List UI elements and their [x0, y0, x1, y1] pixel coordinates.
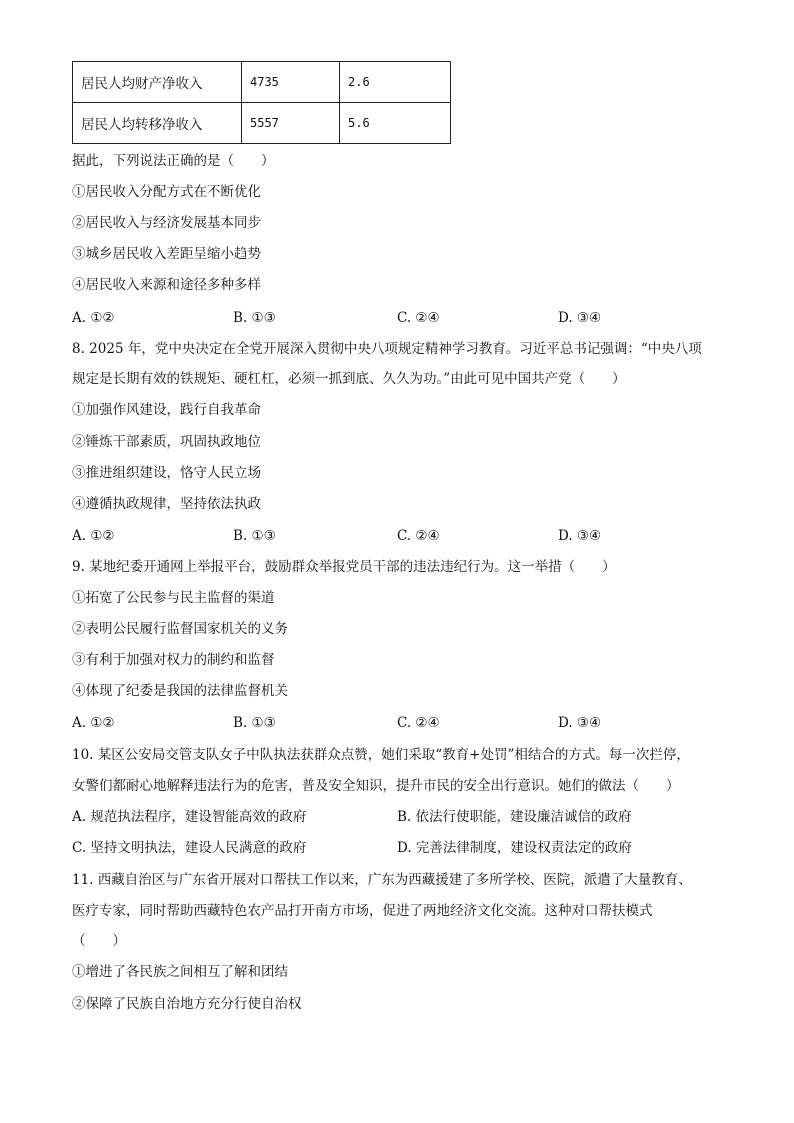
q7-item-2: ②居民收入与经济发展基本同步 [72, 215, 261, 231]
q7-item-4: ④居民收入来源和途径多种多样 [72, 277, 261, 293]
q8-choice-c[interactable]: C. ②④ [397, 528, 440, 544]
q10-choice-a[interactable]: A. 规范执法程序，建设智能高效的政府 [72, 809, 307, 825]
q9-item-4: ④体现了纪委是我国的法律监督机关 [72, 683, 288, 699]
q7-choice-b[interactable]: B. ①③ [233, 310, 276, 326]
q8-stem-line-2: 规定是长期有效的铁规矩、硬杠杠，必须一抓到底、久久为功。”由此可见中国共产党（ ） [72, 371, 626, 387]
q8-item-2: ②锤炼干部素质，巩固执政地位 [72, 434, 261, 450]
table-row [73, 103, 451, 144]
row-value: 4735 [242, 62, 340, 103]
q7-item-1: ①居民收入分配方式在不断优化 [72, 184, 261, 200]
q8-item-4: ④遵循执政规律，坚持依法执政 [72, 496, 261, 512]
q8-stem-line-1: 8. 2025 年，党中央决定在全党开展深入贯彻中央八项规定精神学习教育。习近平总书记强调：“中央八项 [72, 341, 702, 357]
row-rate: 5.6 [340, 103, 451, 144]
q7-choice-a[interactable]: A. ①② [72, 310, 115, 326]
income-table [72, 61, 451, 144]
q11-stem-line-2: 医疗专家，同时帮助西藏特色农产品打开南方市场，促进了两地经济文化交流。这种对口帮扶模式 [72, 903, 653, 919]
q11-item-2: ②保障了民族自治地方充分行使自治权 [72, 996, 302, 1012]
q11-stem-line-1: 11. 西藏自治区与广东省开展对口帮扶工作以来，广东为西藏援建了多所学校、医院，派遣了大量教育、 [72, 872, 692, 888]
q10-stem-line-2: 女警们都耐心地解释违法行为的危害，普及安全知识，提升市民的安全出行意识。她们的做法（ ） [72, 778, 680, 794]
q8-item-3: ③推进组织建设，恪守人民立场 [72, 465, 261, 481]
q9-item-1: ①拓宽了公民参与民主监督的渠道 [72, 590, 275, 606]
q8-choice-a[interactable]: A. ①② [72, 528, 115, 544]
q8-choice-d[interactable]: D. ③④ [558, 528, 602, 544]
row-value: 5557 [242, 103, 340, 144]
q10-choice-c[interactable]: C. 坚持文明执法，建设人民满意的政府 [72, 840, 307, 856]
q7-choice-c[interactable]: C. ②④ [397, 310, 440, 326]
q8-item-1: ①加强作风建设，践行自我革命 [72, 402, 261, 418]
q9-choice-c[interactable]: C. ②④ [397, 715, 440, 731]
q7-choice-d[interactable]: D. ③④ [558, 310, 602, 326]
q7-stem: 据此，下列说法正确的是（ ） [72, 153, 275, 169]
q9-item-2: ②表明公民履行监督国家机关的义务 [72, 621, 288, 637]
q9-choice-a[interactable]: A. ①② [72, 715, 115, 731]
q10-choice-d[interactable]: D. 完善法律制度，建设权责法定的政府 [397, 840, 632, 856]
q9-choice-b[interactable]: B. ①③ [233, 715, 276, 731]
q9-choice-d[interactable]: D. ③④ [558, 715, 602, 731]
q10-choice-b[interactable]: B. 依法行使职能，建设廉洁诚信的政府 [397, 809, 632, 825]
q9-item-3: ③有利于加强对权力的制约和监督 [72, 652, 275, 668]
q8-choice-b[interactable]: B. ①③ [233, 528, 276, 544]
q7-item-3: ③城乡居民收入差距呈缩小趋势 [72, 246, 261, 262]
q10-stem-line-1: 10. 某区公安局交管支队女子中队执法获群众点赞，她们采取“教育+处罚”相结合的方式。每一次拦停， [72, 747, 690, 763]
row-label: 居民人均财产净收入 [73, 62, 242, 103]
row-label: 居民人均转移净收入 [73, 103, 242, 144]
table-row [73, 62, 451, 103]
q11-item-1: ①增进了各民族之间相互了解和团结 [72, 964, 288, 980]
q9-stem: 9. 某地纪委开通网上举报平台，鼓励群众举报党员干部的违法违纪行为。这一举措（ ） [72, 559, 616, 575]
q11-stem-line-3: （ ） [72, 933, 126, 949]
row-rate: 2.6 [340, 62, 451, 103]
